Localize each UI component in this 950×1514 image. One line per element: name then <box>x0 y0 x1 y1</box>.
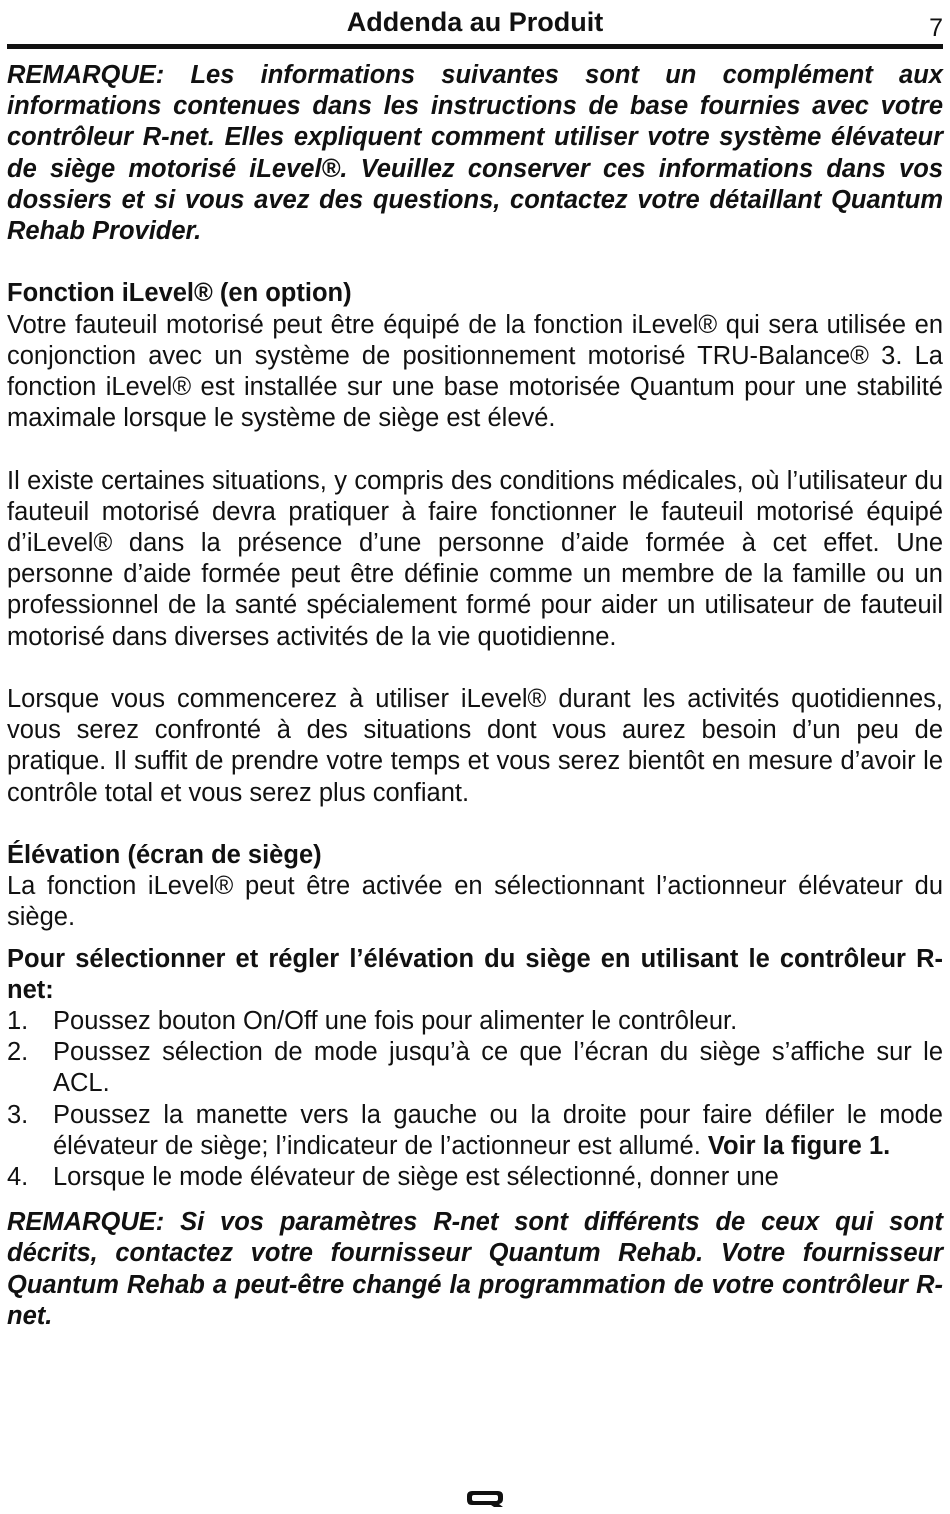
step-number: 2. <box>7 1038 29 1067</box>
step-number: 3. <box>7 1100 29 1129</box>
instructions-title: Pour sélectionner et régler l’élévation du siège en utilisant le contrôleur R-net: <box>7 944 943 1004</box>
step-text: Poussez bouton On/Off une fois pour alimenter le contrôleur. <box>53 1007 738 1036</box>
paragraph-elevation: La fonction iLevel® peut être activée en sélectionnant l’actionneur élévateur du siège. <box>7 872 943 932</box>
list-item <box>7 1100 943 1162</box>
bottom-note: REMARQUE: Si vos paramètres R-net sont différents de ceux qui sont décrits, contactez votre fournisseur Quantum Rehab. Votre fournisseur Quantum Rehab a peut-être changé la programmation de votre contrôleur R-net. <box>7 1208 943 1330</box>
page-number: 7 <box>929 14 943 42</box>
quantum-logo-icon <box>466 1490 504 1508</box>
step-text: Poussez sélection de mode jusqu’à ce que l’écran du siège s’affiche sur le ACL. <box>53 1038 943 1098</box>
section-heading-elevation: Élévation (écran de siège) <box>7 841 322 870</box>
step-text: Poussez la manette vers la gauche ou la droite pour faire défiler le mode élévateur de siège; l’indicateur de l’actionneur est allumé. <box>53 1100 943 1160</box>
paragraph-ilevel-2: Il existe certaines situations, y compris des conditions médicales, où l’utilisateur du fauteuil motorisé devra pratiquer à faire fonctionner le fauteuil motorisé équipé d’iLevel® dans la présence d’une personne d’aide formée à cet effet. Une personne d’aide formée peut être définie comme un membre de la famille ou un professionnel de la santé spécialement formé pour aider un utilisateur de fauteuil motorisé dans diverses activités de la vie quotidienne. <box>7 466 943 651</box>
steps-list <box>7 1006 943 1193</box>
step-text: Lorsque le mode élévateur de siège est sélectionné, donner une <box>53 1163 779 1192</box>
section-heading-ilevel: Fonction iLevel® (en option) <box>7 279 352 308</box>
paragraph-ilevel-3: Lorsque vous commencerez à utiliser iLevel® durant les activités quotidiennes, vous serez confronté à des situations dont vous aurez besoin d’un peu de pratique. Il suffit de prendre votre temps et vous serez bientôt en mesure d’avoir le contrôle total et vous serez plus confiant. <box>7 685 943 807</box>
paragraph-ilevel-1: Votre fauteuil motorisé peut être équipé de la fonction iLevel® qui sera utilisée en conjonction avec un système de positionnement motorisé TRU-Balance® 3. La fonction iLevel® est installée sur une base motorisée Quantum pour une stabilité maximale lorsque le système de siège est élevé. <box>7 310 943 433</box>
list-item <box>7 1037 943 1099</box>
list-item <box>7 1162 943 1193</box>
header-title: Addenda au Produit <box>346 7 604 37</box>
step-number: 4. <box>7 1163 29 1192</box>
step-number: 1. <box>7 1007 29 1036</box>
intro-note: REMARQUE: Les informations suivantes sont un complément aux informations contenues dans les instructions de base fournies avec votre contrôleur R-net. Elles expliquent comment utiliser votre système élévateur de siège motorisé iLevel®. Veuillez conserver ces informations dans vos dossiers et si vous avez des questions, contactez votre détaillant Quantum Rehab Provider. <box>7 61 943 246</box>
document-page <box>7 0 943 1332</box>
page-header <box>7 0 943 49</box>
list-item <box>7 1006 943 1037</box>
figure-reference: Voir la figure 1. <box>707 1131 891 1160</box>
